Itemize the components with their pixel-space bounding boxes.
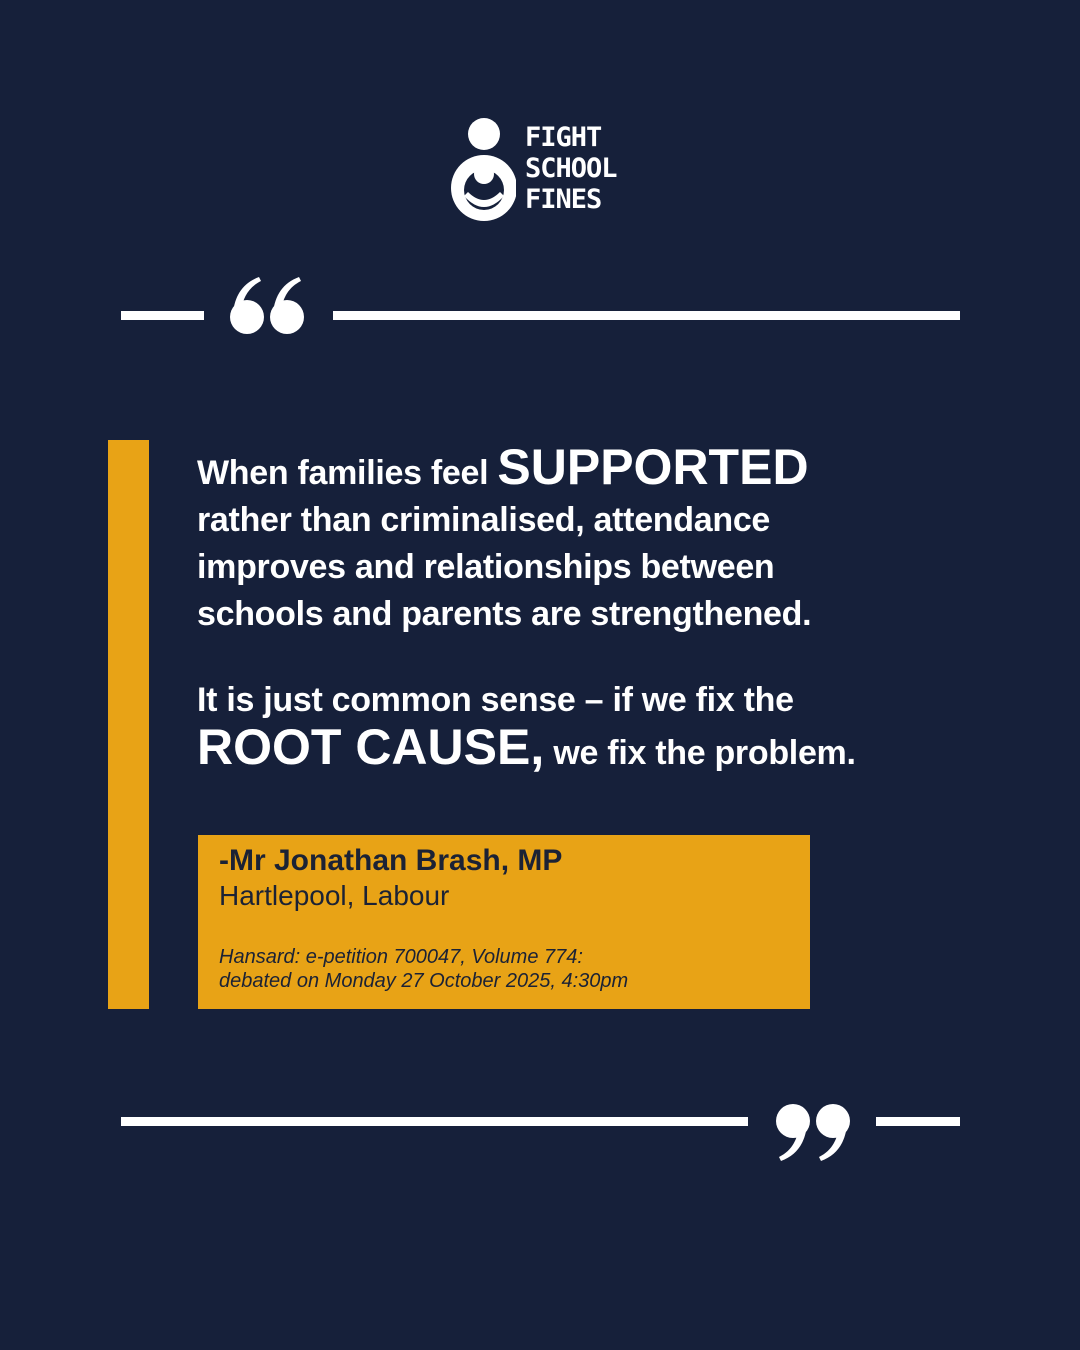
emphasis-supported: SUPPORTED bbox=[497, 439, 809, 495]
bottom-rule-right bbox=[876, 1117, 960, 1126]
top-rule-left bbox=[121, 311, 204, 320]
top-rule-right bbox=[333, 311, 960, 320]
bottom-rule-left bbox=[121, 1117, 748, 1126]
logo-line-3: FINES bbox=[525, 184, 602, 215]
quote-line-5: It is just common sense – if we fix the bbox=[197, 681, 794, 719]
accent-bar bbox=[108, 440, 149, 1009]
quote-line-4: schools and parents are strengthened. bbox=[197, 595, 812, 633]
open-quote-icon bbox=[229, 277, 305, 335]
source-line-1: Hansard: e-petition 700047, Volume 774: bbox=[219, 946, 583, 968]
speaker-name: -Mr Jonathan Brash, MP bbox=[219, 844, 563, 877]
close-quote-icon bbox=[775, 1103, 851, 1161]
emphasis-root-cause: ROOT CAUSE, bbox=[197, 719, 545, 775]
source-line-2: debated on Monday 27 October 2025, 4:30pm bbox=[219, 970, 629, 992]
logo-wordmark bbox=[525, 122, 617, 215]
quote-paragraph-2 bbox=[197, 677, 967, 777]
quote-paragraph-1 bbox=[197, 439, 967, 638]
parent-and-child-icon bbox=[450, 118, 516, 223]
quote-tail-text: we fix the problem. bbox=[544, 734, 856, 772]
speaker-constituency: Hartlepool, Labour bbox=[219, 880, 450, 911]
quote-line-3: improves and relationships between bbox=[197, 548, 775, 586]
attribution-box bbox=[198, 835, 810, 1009]
brand-logo bbox=[450, 118, 640, 223]
quote-lead-text: When families feel bbox=[197, 454, 498, 492]
logo-line-1: FIGHT bbox=[525, 122, 602, 153]
logo-line-2: SCHOOL bbox=[525, 153, 617, 184]
quote-text bbox=[197, 439, 967, 777]
quote-line-2: rather than criminalised, attendance bbox=[197, 501, 771, 539]
source-citation bbox=[219, 945, 628, 993]
